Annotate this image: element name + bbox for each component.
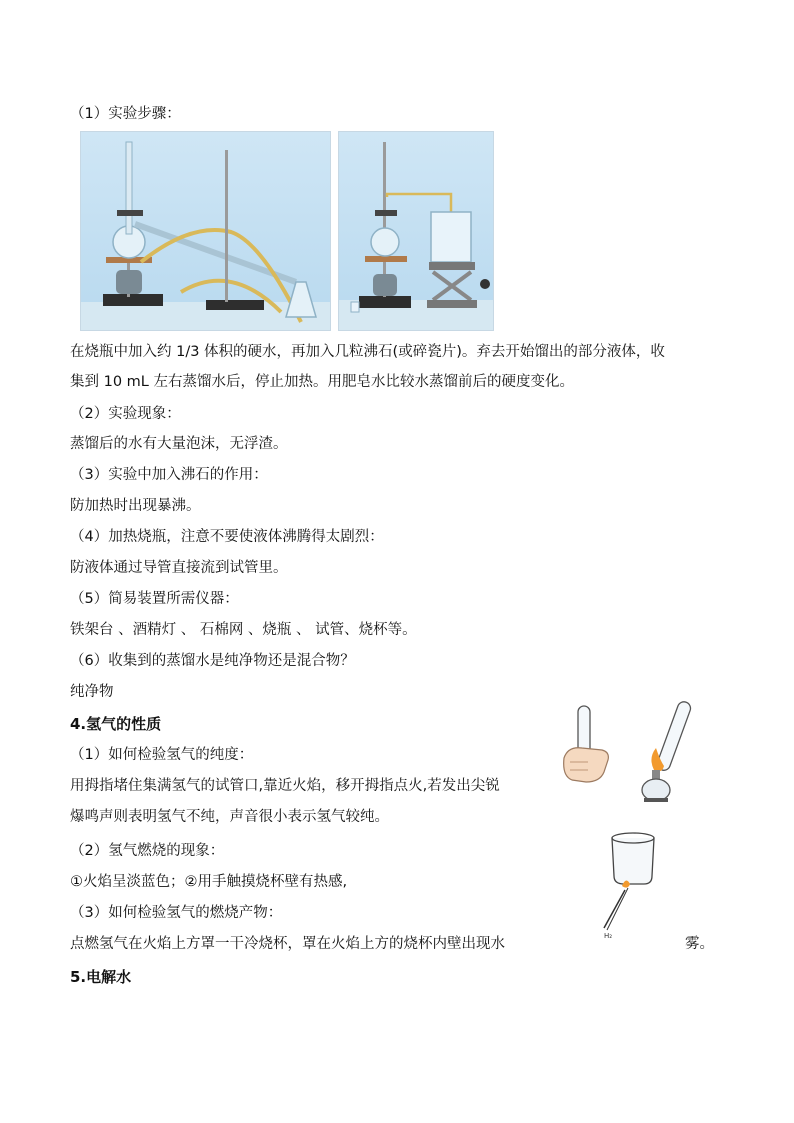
combustion-text: ①火焰呈淡蓝色；②用手触摸烧杯壁有热感, <box>70 874 348 890</box>
step-text-line-1: 在烧瓶中加入约 1/3 体积的硬水，再加入几粒沸石(或碎瓷片)。弃去开始馏出的部分液体，收 <box>70 344 665 360</box>
instruments-list: 铁架台 、酒精灯 、 石棉网 、烧瓶 、 试管、烧杯等。 <box>70 622 417 638</box>
h2-label: H₂ <box>604 932 613 940</box>
instruments-heading: （5）简易装置所需仪器： <box>70 591 239 607</box>
phenomenon-heading: （2）实验现象： <box>70 406 181 422</box>
section-4-title: 4.氢气的性质 <box>70 715 162 733</box>
boiling-stone-heading: （3）实验中加入沸石的作用： <box>70 467 268 483</box>
product-text-end: 雾。 <box>685 936 714 952</box>
heating-heading: （4）加热烧瓶，注意不要使液体沸腾得太剧烈： <box>70 529 384 545</box>
boiling-stone-answer: 防加热时出现暴沸。 <box>70 498 201 514</box>
distillation-apparatus-illustration <box>81 132 330 330</box>
hydrogen-combustion-illustration <box>592 828 682 943</box>
step-heading: （1）实验步骤： <box>70 106 181 122</box>
step-text-line-2: 集到 10 mL 左右蒸馏水后，停止加热。用肥皂水比较水蒸馏前后的硬度变化。 <box>70 374 574 390</box>
heating-answer: 防液体通过导管直接流到试管里。 <box>70 560 288 576</box>
hydrogen-purity-test-illustration <box>558 700 708 805</box>
product-text: 点燃氢气在火焰上方罩一干冷烧杯，罩在火焰上方的烧杯内壁出现水 <box>70 936 505 952</box>
hydrogen-purity-heading: （1）如何检验氢气的纯度： <box>70 747 254 763</box>
hydrogen-purity-text-1: 用拇指堵住集满氢气的试管口,靠近火焰，移开拇指点火,若发出尖锐 <box>70 778 500 794</box>
simple-apparatus-illustration <box>339 132 493 330</box>
phenomenon-text: 蒸馏后的水有大量泡沫，无浮渣。 <box>70 436 288 452</box>
section-5-title: 5.电解水 <box>70 968 132 986</box>
simple-apparatus-photo <box>338 131 494 331</box>
purity-answer: 纯净物 <box>70 684 114 700</box>
product-heading: （3）如何检验氢气的燃烧产物： <box>70 905 283 921</box>
combustion-heading: （2）氢气燃烧的现象： <box>70 843 225 859</box>
hydrogen-purity-text-2: 爆鸣声则表明氢气不纯，声音很小表示氢气较纯。 <box>70 809 389 825</box>
distillation-photo <box>80 131 331 331</box>
purity-question: （6）收集到的蒸馏水是纯净物还是混合物？ <box>70 653 355 669</box>
